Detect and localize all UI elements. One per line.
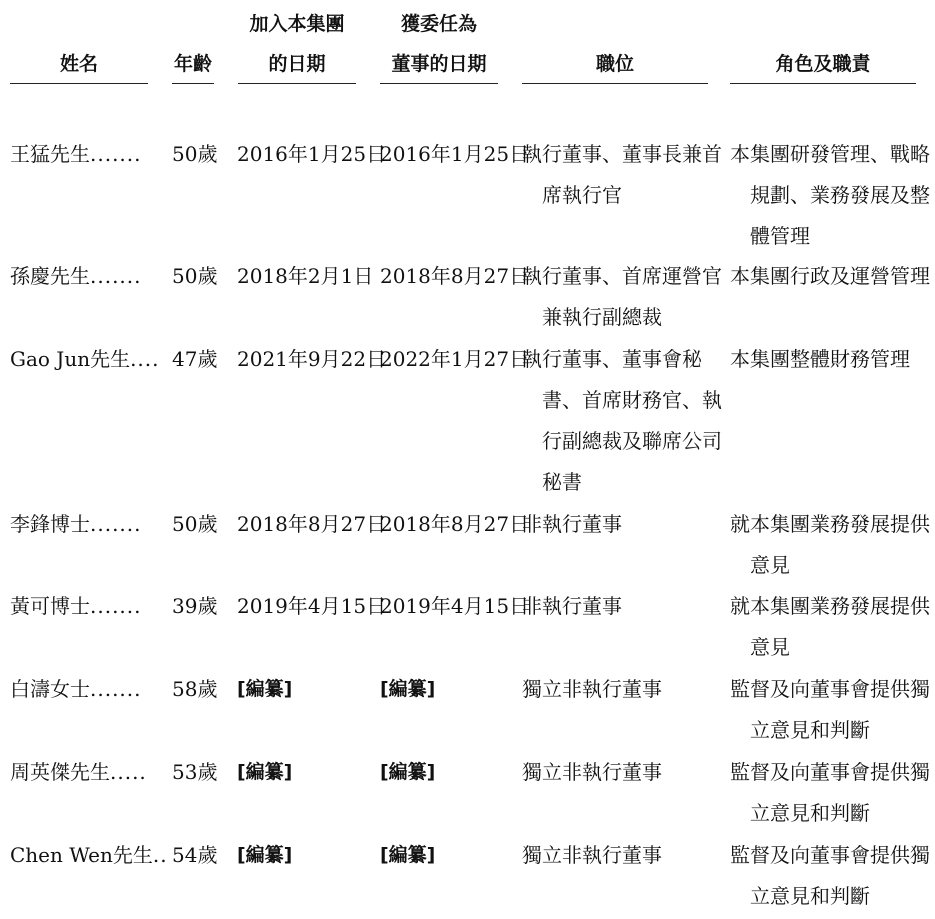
age-cell: 50歲 (172, 142, 218, 166)
roles-cell: 監督及向董事會提供獨立意見和判斷 (730, 760, 930, 825)
header-rule (238, 83, 356, 84)
header-rule (10, 83, 148, 84)
join-date-cell: [編纂] (237, 844, 293, 866)
name-cell (10, 752, 165, 793)
dot-leader: ....... (90, 142, 142, 166)
header-rule (522, 83, 708, 84)
join-date-cell: 2018年8月27日 (237, 512, 387, 536)
header-appoint-line1: 獲委任為 (400, 13, 477, 35)
age-cell: 50歲 (172, 264, 218, 288)
roles-cell: 本集團研發管理、戰略規劃、業務發展及整體管理 (730, 142, 930, 248)
join-date-cell: 2021年9月22日 (237, 347, 387, 371)
header-join-line1: 加入本集團 (249, 13, 345, 35)
dot-leader: ....... (90, 594, 142, 618)
position-cell: 執行董事、董事會秘書、首席財務官、執行副總裁及聯席公司秘書 (522, 347, 722, 494)
roles-cell: 本集團行政及運營管理 (730, 264, 930, 288)
appoint-date-cell: [編纂] (380, 761, 436, 783)
dot-leader: ....... (90, 264, 142, 288)
appoint-date-cell: 2019年4月15日 (380, 594, 530, 618)
person-name: 周英傑先生 (10, 760, 110, 784)
header-age-label: 年齡 (173, 53, 212, 75)
position-cell: 獨立非執行董事 (522, 677, 662, 701)
header-roles (730, 44, 916, 84)
appoint-date-cell: 2022年1月27日 (380, 347, 530, 371)
appoint-date-cell: 2016年1月25日 (380, 142, 530, 166)
join-date-cell: 2016年1月25日 (237, 142, 387, 166)
appoint-date-cell: [編纂] (380, 678, 436, 700)
name-cell (10, 669, 165, 710)
age-cell: 54歲 (172, 843, 218, 867)
roles-cell: 就本集團業務發展提供意見 (730, 594, 930, 659)
age-cell: 58歲 (172, 677, 218, 701)
dot-leader: ....... (90, 512, 142, 536)
name-cell (10, 256, 165, 297)
header-name (10, 44, 148, 84)
name-cell (10, 586, 165, 627)
age-cell: 53歲 (172, 760, 218, 784)
header-roles-label: 角色及職責 (775, 53, 871, 75)
person-name: 白濤女士 (10, 677, 90, 701)
header-join-line2: 的日期 (268, 53, 326, 75)
appoint-date-cell: 2018年8月27日 (380, 264, 530, 288)
position-cell: 執行董事、董事長兼首席執行官 (522, 142, 722, 207)
position-cell: 執行董事、首席運營官兼執行副總裁 (522, 264, 722, 329)
person-name: Gao Jun先生 (10, 347, 131, 371)
appoint-date-cell: 2018年8月27日 (380, 512, 530, 536)
position-cell: 非執行董事 (522, 512, 622, 536)
name-cell (10, 504, 165, 545)
roles-cell: 本集團整體財務管理 (730, 347, 910, 371)
age-cell: 50歲 (172, 512, 218, 536)
name-cell (10, 339, 165, 380)
join-date-cell: 2019年4月15日 (237, 594, 387, 618)
header-appoint-date (380, 4, 498, 84)
position-cell: 獨立非執行董事 (522, 843, 662, 867)
age-cell: 39歲 (172, 594, 218, 618)
join-date-cell: [編纂] (237, 761, 293, 783)
dot-leader: ....... (90, 677, 142, 701)
person-name: 黃可博士 (10, 594, 90, 618)
age-cell: 47歲 (172, 347, 218, 371)
name-cell (10, 134, 165, 175)
person-name: 孫慶先生 (10, 264, 90, 288)
dot-leader: .... (130, 347, 160, 371)
appoint-date-cell: [編纂] (380, 844, 436, 866)
join-date-cell: [編纂] (237, 678, 293, 700)
dot-leader: ..... (110, 760, 147, 784)
roles-cell: 監督及向董事會提供獨立意見和判斷 (730, 843, 930, 908)
dot-leader: .. (152, 843, 168, 867)
header-rule (380, 83, 498, 84)
header-rule (172, 83, 214, 84)
header-join-date (238, 4, 356, 84)
position-cell: 非執行董事 (522, 594, 622, 618)
header-name-label: 姓名 (59, 53, 98, 75)
person-name: 李鋒博士 (10, 512, 90, 536)
header-rule (730, 83, 916, 84)
roles-cell: 監督及向董事會提供獨立意見和判斷 (730, 677, 930, 742)
header-position (522, 44, 708, 84)
join-date-cell: 2018年2月1日 (237, 264, 374, 288)
name-cell (10, 835, 168, 876)
header-age (172, 44, 214, 84)
header-appoint-line2: 董事的日期 (391, 53, 487, 75)
roles-cell: 就本集團業務發展提供意見 (730, 512, 930, 577)
position-cell: 獨立非執行董事 (522, 760, 662, 784)
person-name: Chen Wen先生 (10, 843, 153, 867)
header-position-label: 職位 (595, 53, 634, 75)
person-name: 王猛先生 (10, 142, 90, 166)
